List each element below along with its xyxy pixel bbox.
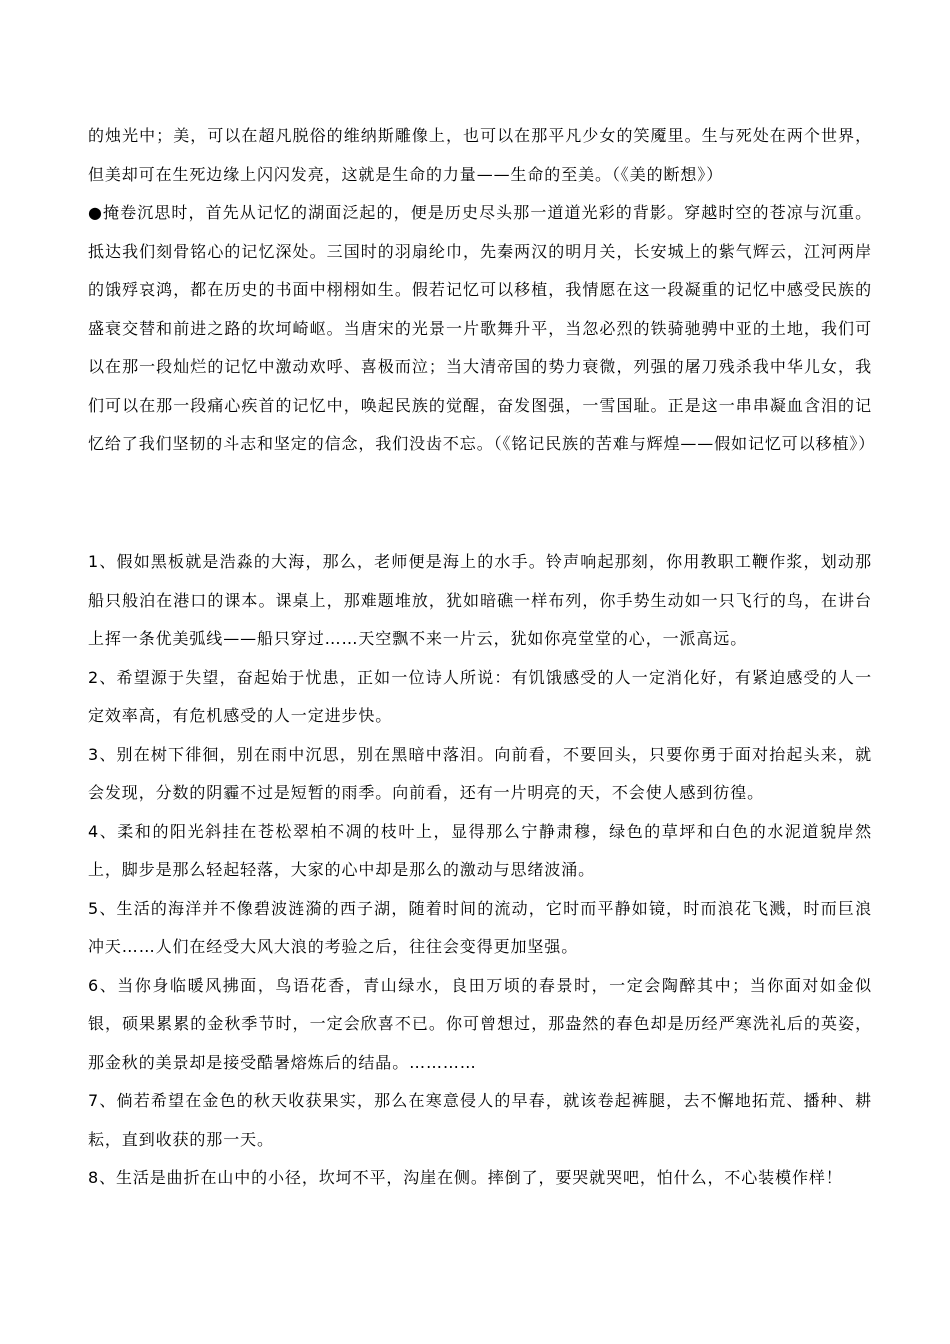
paragraph-beauty-excerpt: 的烛光中；美，可以在超凡脱俗的维纳斯雕像上，也可以在那平凡少女的笑魇里。生与死处在两个世界，但美却可在生死边缘上闪闪发亮，这就是生命的力量——生命的至美。（《美的断想》） xyxy=(88,126,872,184)
list-item-5: 5、生活的海洋并不像碧波涟漪的西子湖，随着时间的流动，它时而平静如镜，时而浪花飞溅，时而巨浪冲天……人们在经受大风大浪的考验之后，往往会变得更加坚强。 xyxy=(88,898,872,956)
list-item-1: 1、假如黑板就是浩淼的大海，那么，老师便是海上的水手。铃声响起那刻，你用教职工鞭作浆，划动那船只般泊在港口的课本。课桌上，那难题堆放，犹如暗礁一样布列，你手势生动如一只飞行的鸟，在讲台上挥一条优美弧线——船只穿过……天空飘不来一片云，犹如你亮堂堂的心，一派高远。 xyxy=(88,552,872,648)
list-item-2: 2、希望源于失望，奋起始于忧患，正如一位诗人所说：有饥饿感受的人一定消化好，有紧迫感受的人一定效率高，有危机感受的人一定进步快。 xyxy=(88,667,872,725)
list-item-4: 4、柔和的阳光斜挂在苍松翠柏不凋的枝叶上，显得那么宁静肃穆，绿色的草坪和白色的水泥道貌岸然上，脚步是那么轻起轻落，大家的心中却是那么的激动与思绪波涌。 xyxy=(88,821,872,879)
list-item-8: 8、生活是曲折在山中的小径，坎坷不平，沟崖在侧。摔倒了，要哭就哭吧，怕什么，不心装模作样！ xyxy=(88,1168,843,1187)
list-item-3: 3、别在树下徘徊，别在雨中沉思，别在黑暗中落泪。向前看，不要回头，只要你勇于面对抬起头来，就会发现，分数的阴霾不过是短暂的雨季。向前看，还有一片明亮的天，不会使人感到彷徨。 xyxy=(88,744,872,802)
list-item-6: 6、当你身临暖风拂面，鸟语花香，青山绿水，良田万顷的春景时，一定会陶醉其中；当你面对如金似银，硕果累累的金秋季节时，一定会欣喜不已。你可曾想过，那盎然的春色却是历经严寒洗礼后的英姿，那金秋的美景却是接受酷暑熔炼后的结晶。………… xyxy=(88,975,872,1072)
numbered-excerpt-list xyxy=(88,543,872,1198)
paragraph-memory-excerpt: ●掩卷沉思时，首先从记忆的湖面泛起的，便是历史尽头那一道道光彩的背影。穿越时空的苍凉与沉重。抵达我们刻骨铭心的记忆深处。三国时的羽扇纶巾，先秦两汉的明月关，长安城上的紫气辉云，江河两岸的饿殍哀鸿，都在历史的书面中栩栩如生。假若记忆可以移植，我情愿在这一段凝重的记忆中感受民族的盛衰交替和前进之路的坎坷崎岖。当唐宋的光景一片歌舞升平，当忽必烈的铁骑驰骋中亚的土地，我们可以在那一段灿烂的记忆中激动欢呼、喜极而泣；当大清帝国的势力衰微，列强的屠刀残杀我中华儿女，我们可以在那一段痛心疾首的记忆中，唤起民族的觉醒，奋发图强，一雪国耻。正是这一串串凝血含泪的记忆给了我们坚韧的斗志和坚定的信念，我们没齿不忘。（《铭记民族的苦难与辉煌——假如记忆可以移植》） xyxy=(88,203,876,453)
list-item-7: 7、倘若希望在金色的秋天收获果实，那么在寒意侵人的早春，就该卷起裤腿，去不懈地拓荒、播种、耕耘，直到收获的那一天。 xyxy=(88,1091,872,1149)
